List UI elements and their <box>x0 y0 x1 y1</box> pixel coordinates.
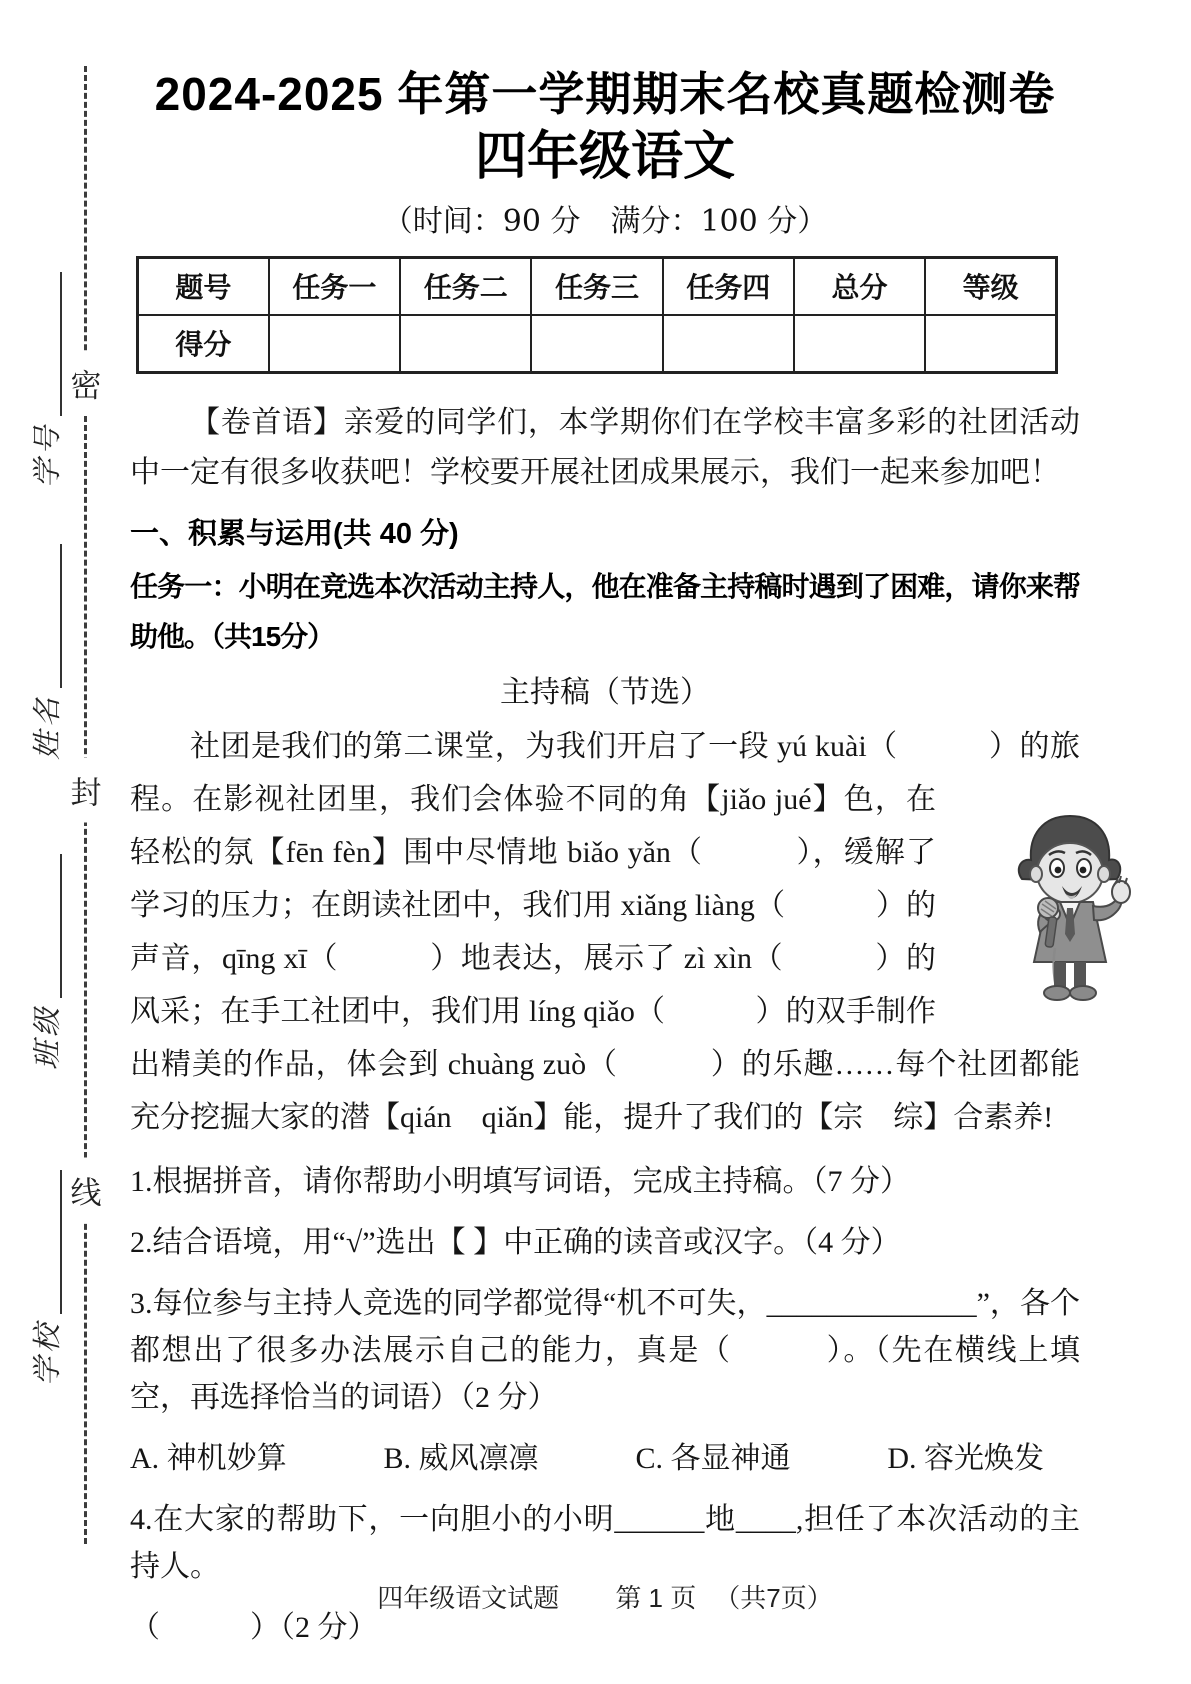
score-empty-cell <box>925 315 1056 373</box>
name-blank-line <box>26 544 62 688</box>
seal-char-xian: 线 <box>70 1158 103 1223</box>
score-header-cell: 总分 <box>794 257 925 315</box>
school-label: 学校 <box>30 1319 64 1386</box>
footer-doc-title: 四年级语文试题 <box>377 1583 560 1613</box>
name-label: 姓名 <box>30 693 64 760</box>
school-blank-line <box>26 1170 62 1314</box>
student-id-blank-line <box>26 272 62 416</box>
seal-char-mi: 密 <box>70 351 103 416</box>
score-empty-cell <box>531 315 662 373</box>
option-b: B. 威风凛凛 <box>383 1441 539 1475</box>
score-empty-cell <box>400 315 531 373</box>
score-empty-cell <box>663 315 794 373</box>
score-row-label-cell: 得分 <box>138 315 269 373</box>
score-empty-cell <box>794 315 925 373</box>
score-header-cell: 任务四 <box>663 257 794 315</box>
question-3-options <box>130 1435 1080 1482</box>
footer-page-number: 第 1 页 <box>615 1583 697 1613</box>
score-empty-cell <box>269 315 400 373</box>
script-title: 主持稿（节选） <box>500 675 710 709</box>
score-table-header-row <box>138 257 1057 315</box>
exam-title: 2024-2025 年第一学期期末名校真题检测卷 <box>154 68 1056 120</box>
student-id-label: 学号 <box>30 421 64 488</box>
time-score-line: （时间：90 分 满分：100 分） <box>382 203 828 239</box>
option-d: D. 容光焕发 <box>887 1441 1044 1475</box>
question-1: 1.根据拼音，请你帮助小明填写词语，完成主持稿。（7 分） <box>130 1164 910 1198</box>
class-field <box>18 854 62 1070</box>
score-header-cell: 等级 <box>925 257 1056 315</box>
question-3: 3.每位参与主持人竞选的同学都觉得“机不可失，______________”，各个都想出了很多办法展示自己的能力，真是（ ）。（先在横线上填空，再选择恰当的词语）（2 分） <box>130 1286 1080 1414</box>
page-footer <box>130 1578 1080 1615</box>
score-table <box>136 256 1058 374</box>
class-blank-line <box>26 854 62 998</box>
question-2: 2.结合语境，用“√”选出【 】中正确的读音或汉字。（4 分） <box>130 1225 901 1259</box>
student-id-field <box>18 272 62 488</box>
task1-heading: 任务一：小明在竞选本次活动主持人，他在准备主持稿时遇到了困难，请你来帮助他。（共15分） <box>130 570 1080 652</box>
name-field <box>18 544 62 760</box>
question-4-answer-line: （ ）（2 分） <box>130 1610 378 1644</box>
score-header-cell: 任务一 <box>269 257 400 315</box>
script-body-text: 社团是我们的第二课堂，为我们开启了一段 yú kuài（ ）的旅程。在影视社团里，我们会体验不同的角【jiǎo jué】色，在轻松的氛【fēn fèn】围中尽情地 biǎo yǎn（ ），缓解了学习的压力；在朗读社团中，我们用 xiǎng liàng（ ）的声音，qīng xī（ ）地表达，展示了 zì xìn（ ）的风采；在手工社团中，我们用 líng qiǎo（ ）的双手制作出精美的作品，体会到 chuàng zuò（ ）的乐趣……每个社团都能充分挖掘大家的潜【qián qiǎn】能，提升了我们的【宗 综】合素养! <box>130 729 1080 1134</box>
section1-heading: 一、积累与运用(共 40 分) <box>130 517 459 550</box>
exam-subtitle: 四年级语文 <box>474 127 735 186</box>
score-header-cell: 任务三 <box>531 257 662 315</box>
score-header-cell: 任务二 <box>400 257 531 315</box>
question-4: 4.在大家的帮助下，一向胆小的小明______地____,担任了本次活动的主持人。 <box>130 1502 1080 1583</box>
footer-page-total: （共7页） <box>714 1583 833 1613</box>
score-table-score-row <box>138 315 1057 373</box>
seal-char-feng: 封 <box>70 758 103 823</box>
main-content <box>130 56 1080 1651</box>
option-a: A. 神机妙算 <box>130 1441 287 1475</box>
script-body-paragraph <box>130 720 1080 1144</box>
preface-paragraph: 【卷首语】亲爱的同学们，本学期你们在学校丰富多彩的社团活动中一定有很多收获吧！学校要开展社团成果展示，我们一起来参加吧！ <box>130 404 1080 490</box>
option-c: C. 各显神通 <box>635 1441 791 1475</box>
class-label: 班级 <box>30 1003 64 1070</box>
school-field <box>18 1170 62 1386</box>
score-header-cell: 题号 <box>138 257 269 315</box>
